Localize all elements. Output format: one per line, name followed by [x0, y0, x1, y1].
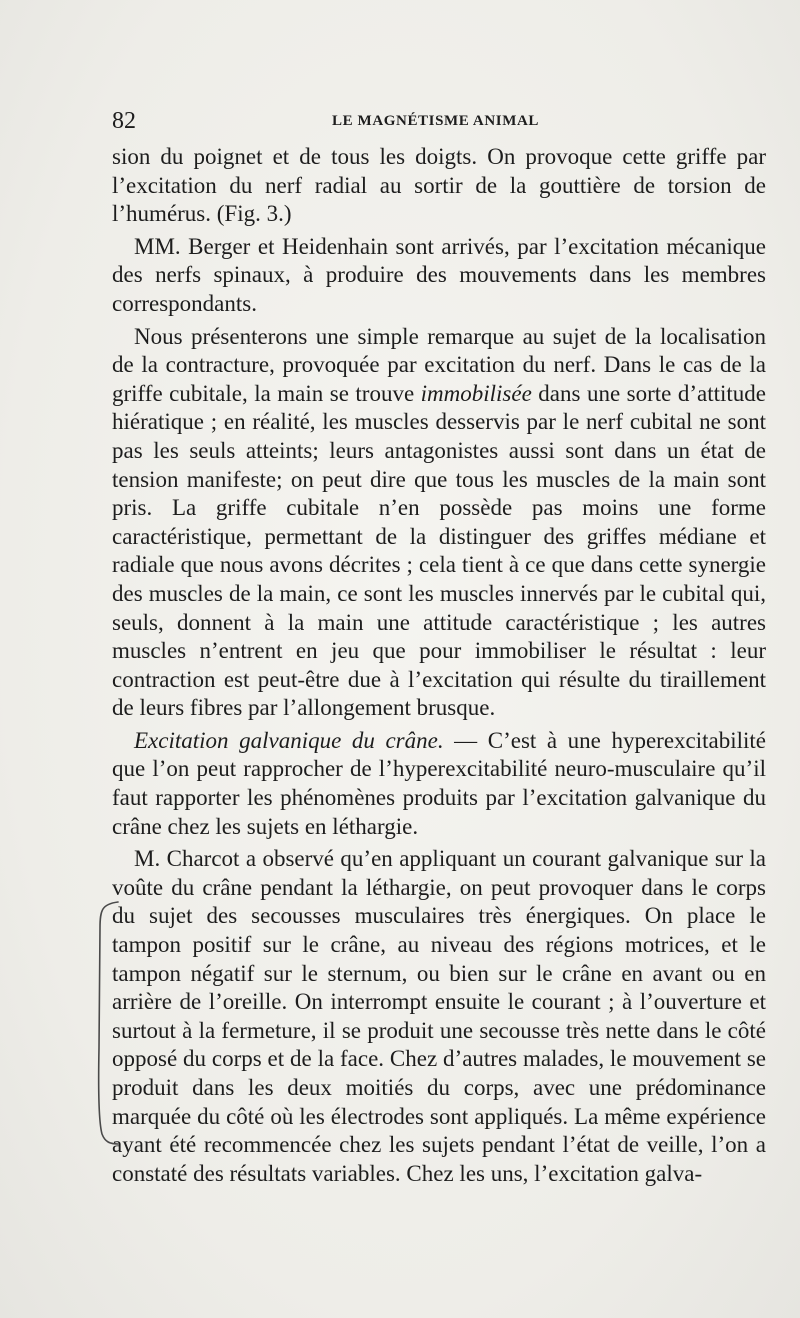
running-title: LE MAGNÉTISME ANIMAL	[332, 113, 540, 129]
paragraph-3	[112, 323, 766, 723]
paragraph-4-end: — C’est à une hyperexcitabilité que l’on peut rapprocher de l’hyperexcitabilité neuro-musculaire qu’il faut rapporter les phénomènes produits par l’excitation galvanique du crâne chez les sujets en léthargie.	[112, 727, 767, 839]
paragraph-4	[112, 727, 766, 841]
paragraph-3-start: Nous présenterons une simple remarque au sujet de la localisation de la contracture, provoquée par excitation du nerf. Dans le cas de la griffe cubitale, la main se trouve	[112, 323, 766, 406]
italic-term-immobilisee: immobilisée	[420, 380, 532, 406]
paragraph-3-end: dans une sorte d’attitude hiératique ; en réalité, les muscles desservis par le nerf cubital ne sont pas les seuls atteints; leurs antagonistes aussi sont dans un état de tension manifeste; on peut dire que tous les muscles de la main sont pris. La griffe cubitale n’en possède pas moins une forme caractéristique, permettant de la distinguer des griffes médiane et radiale que nous avons décrites ; cela tient à ce que dans cette synergie des muscles de la main, ce sont les muscles innervés par le cubital qui, seuls, donnent à la main une attitude caractéristique ; les autres muscles n’entrent en jeu que pour immobiliser le résultat : leur contraction est peut-être due à l’excitation qui résulte du tiraillement de leurs fibres par l’allongement brusque.	[112, 380, 766, 721]
body-text	[112, 143, 766, 1188]
page-number: 82	[112, 108, 136, 134]
paragraph-5: M. Charcot a observé qu’en appliquant un courant galvanique sur la voûte du crâne pendant la léthargie, on peut provoquer dans le corps du sujet des secousses musculaires très énergiques. On place le tampon positif sur le crâne, au niveau des régions motrices, et le tampon négatif sur le sternum, ou bien sur le crâne en avant ou en arrière de l’oreille. On interrompt ensuite le courant ; à l’ouverture et surtout à la fermeture, il se produit une secousse très nette dans le côté opposé du corps et de la face. Chez d’autres malades, le mouvement se produit dans les deux moitiés du corps, avec une prédominance marquée du côté où les électrodes sont appliqués. La même expérience ayant été recommencée chez les sujets pendant l’état de veille, l’on a constaté des résultats variables. Chez les uns, l’excitation galva-	[112, 846, 766, 1186]
pencil-bracket-mark	[88, 898, 122, 1148]
section-heading-galvanic-excitation: Excitation galvanique du crâne.	[134, 727, 444, 753]
paragraph-2: MM. Berger et Heidenhain sont arrivés, par l’excitation mécanique des nerfs spinaux, à produire des mouvements dans les membres correspondants.	[112, 233, 766, 316]
page-header	[112, 108, 764, 140]
paragraph-1: sion du poignet et de tous les doigts. On provoque cette griffe par l’excitation du nerf radial au sortir de la gouttière de torsion de l’humérus. (Fig. 3.)	[112, 144, 766, 227]
